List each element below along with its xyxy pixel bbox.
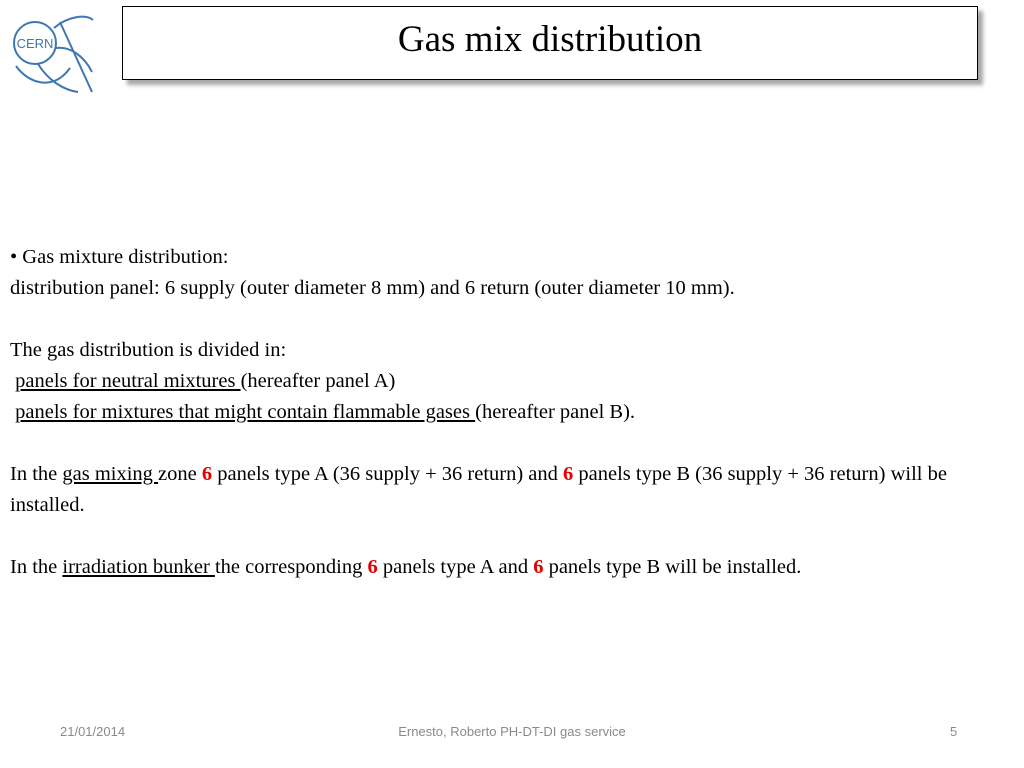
slide-title: Gas mix distribution	[397, 19, 703, 60]
panel-a-note: (hereafter panel A)	[240, 370, 396, 392]
title-box	[122, 6, 978, 80]
irradiation-bunker-link: irradiation bunker	[62, 556, 215, 578]
footer-date: 21/01/2014	[60, 724, 126, 739]
count-highlight: 6	[201, 463, 213, 485]
count-highlight: 6	[367, 556, 378, 578]
bullet-heading: • Gas mixture distribution:	[10, 246, 229, 268]
page-number: 5	[950, 724, 958, 739]
count-highlight: 6	[563, 463, 574, 485]
gas-mixing-link: gas mixing	[62, 463, 159, 485]
cern-logo-icon	[8, 8, 96, 96]
panel-b-line	[10, 397, 1015, 428]
cern-logo	[8, 8, 96, 96]
panel-a-line	[10, 366, 1015, 397]
flammable-mixtures-link: panels for mixtures that might contain flammable gases	[15, 401, 476, 423]
text-fragment: the corresponding	[214, 556, 368, 578]
svg-text:CERN: CERN	[16, 36, 54, 51]
division-intro: The gas distribution is divided in:	[10, 339, 287, 361]
neutral-mixtures-link: panels for neutral mixtures	[15, 370, 241, 392]
gas-mixing-paragraph	[10, 459, 1015, 521]
slide-body	[10, 242, 1015, 583]
text-fragment: zone	[158, 463, 202, 485]
text-fragment: panels type A and	[377, 556, 534, 578]
text-fragment: In the	[10, 463, 63, 485]
panel-b-note: (hereafter panel B).	[475, 401, 636, 423]
panel-description: distribution panel: 6 supply (outer diameter 8 mm) and 6 return (outer diameter 10 mm).	[10, 277, 735, 299]
text-fragment: panels type B (36 supply + 36 return) will be installed.	[10, 463, 947, 516]
count-highlight: 6	[533, 556, 544, 578]
text-fragment: panels type B will be installed.	[543, 556, 802, 578]
footer-author: Ernesto, Roberto PH-DT-DI gas service	[398, 724, 626, 739]
text-fragment: In the	[10, 556, 63, 578]
text-fragment: panels type A (36 supply + 36 return) and	[212, 463, 564, 485]
irradiation-paragraph	[10, 552, 1015, 583]
